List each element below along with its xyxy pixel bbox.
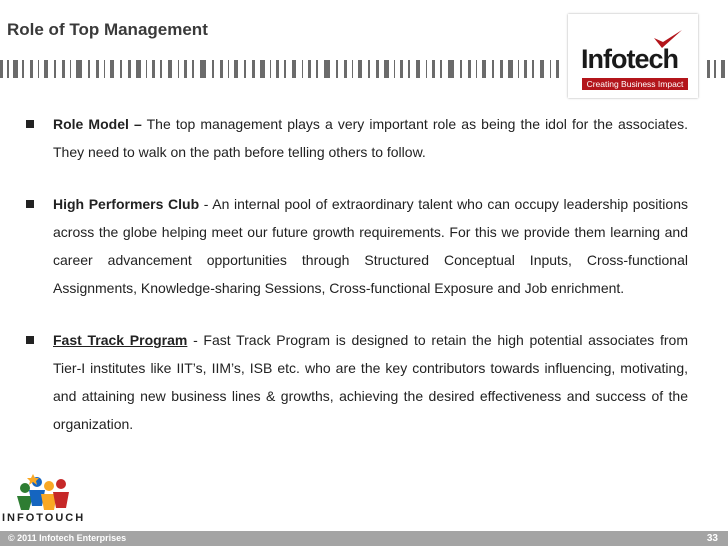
- logo-tagline: Creating Business Impact: [582, 78, 688, 90]
- item-heading: High Performers Club: [53, 196, 200, 212]
- square-bullet-icon: [26, 336, 34, 344]
- infotouch-logo-text: INFOTOUCH: [2, 512, 86, 524]
- square-bullet-icon: [26, 200, 34, 208]
- slide-title: Role of Top Management: [7, 20, 208, 39]
- item-text: - Fast Track Program is designed to retain the high potential associates from Tier-I institutes like IIT’s, IIM’s, ISB etc. who are the key contributors towards influencing, motivating, and attaining new business lines & growths, achieving the desired effectiveness and success of the organization.: [53, 332, 688, 432]
- square-bullet-icon: [26, 120, 34, 128]
- bullet-list: [26, 110, 688, 462]
- bullet-item-high-performers: [26, 190, 688, 302]
- item-text: - An internal pool of extraordinary talent who can occupy leadership positions across the globe helping meet our future growth requirements. For this we provide them learning and career advancement opportunities through Structured Conceptual Inputs, Cross-functional Assignments, Knowledge-sharing Sessions, Cross-functional Exposure and Job enrichment.: [53, 196, 688, 296]
- decorative-barcode-stripe: [0, 60, 562, 78]
- bullet-item-fast-track: [26, 326, 688, 438]
- page-number: 33: [706, 533, 718, 544]
- item-text: The top management plays a very important role as being the idol for the associates. They need to walk on the path before telling others to follow.: [53, 116, 688, 160]
- bullet-item-role-model: [26, 110, 688, 166]
- copyright-text: © 2011 Infotech Enterprises: [8, 533, 127, 543]
- footer-bar: [0, 531, 728, 546]
- infotech-logo: [568, 14, 698, 98]
- item-heading: Role Model –: [53, 116, 142, 132]
- logo-brand-name: Infotech: [581, 44, 678, 74]
- item-heading: Fast Track Program: [53, 332, 188, 348]
- decorative-barcode-stripe-right: [705, 60, 728, 78]
